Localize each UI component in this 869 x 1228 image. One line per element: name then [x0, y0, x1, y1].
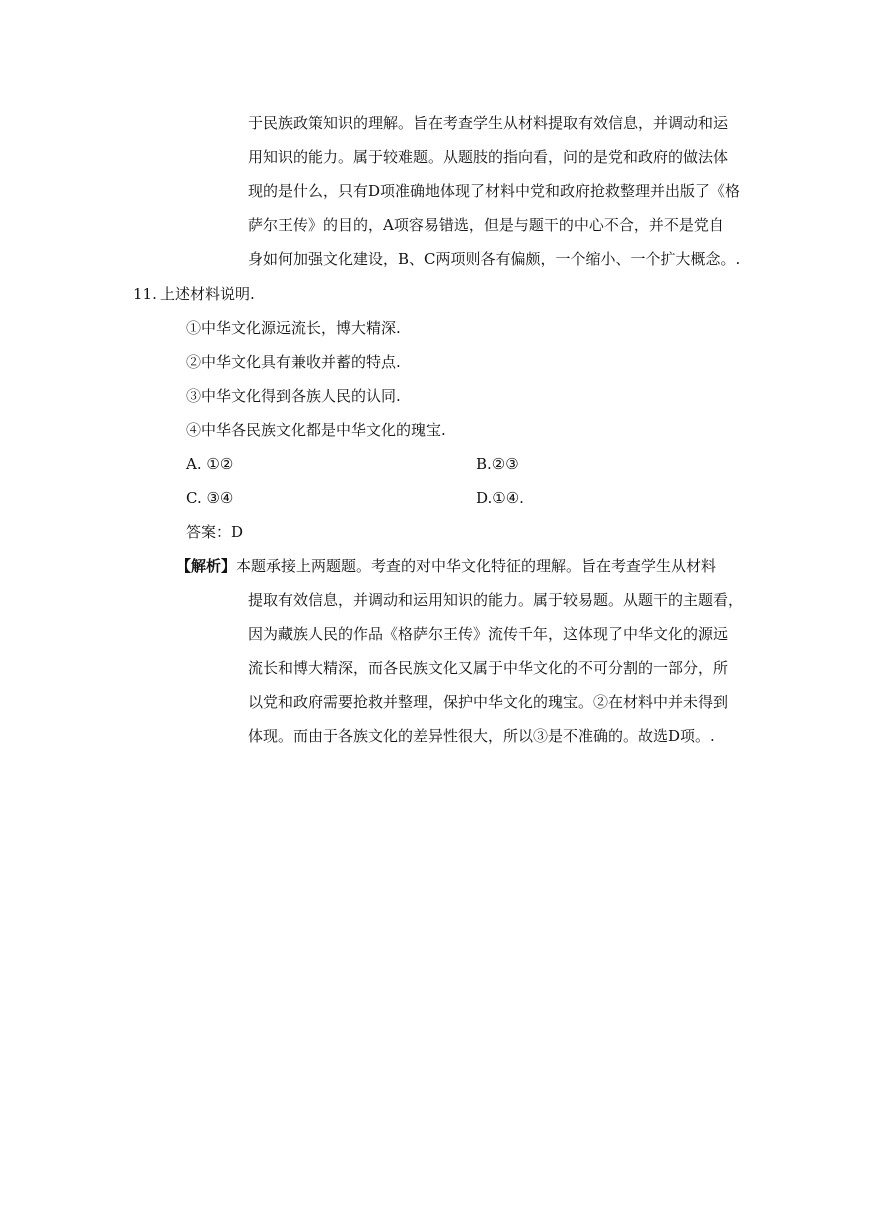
analysis-line-5: 以党和政府需要抢救并整理，保护中华文化的瑰宝。②在材料中并未得到 — [248, 693, 729, 711]
analysis-line-2: 提取有效信息，并调动和运用知识的能力。属于较易题。从题干的主题看， — [248, 591, 744, 609]
analysis-line-6: 体现。而由于各族文化的差异性很大，所以③是不准确的。故选D项。. — [248, 727, 715, 745]
statement-4: ④中华各民族文化都是中华文化的瑰宝. — [186, 421, 446, 439]
analysis-first-text: 本题承接上两题题。考查的对中华文化特征的理解。旨在考查学生从材料 — [236, 557, 717, 575]
option-c: C. ③④ — [186, 489, 234, 507]
option-a: A. ①② — [186, 455, 234, 473]
statement-2: ②中华文化具有兼收并蓄的特点. — [186, 353, 401, 371]
option-b: B.②③ — [476, 455, 519, 473]
prev-analysis-line-5: 身如何加强文化建设，B、C两项则各有偏颇，一个缩小、一个扩大概念。. — [248, 250, 741, 268]
analysis-line-3: 因为藏族人民的作品《格萨尔王传》流传千年，这体现了中华文化的源远 — [248, 625, 729, 643]
prev-analysis-line-3: 现的是什么，只有D项准确地体现了材料中党和政府抢救整理并出版了《格 — [248, 182, 741, 200]
analysis-label: 【解析】 — [176, 557, 237, 575]
question-stem: 上述材料说明. — [160, 285, 255, 303]
question-number: 11. — [133, 285, 157, 303]
answer-line: 答案：D — [186, 523, 244, 541]
option-d: D.①④. — [476, 489, 524, 507]
analysis-line-4: 流长和博大精深，而各民族文化又属于中华文化的不可分割的一部分，所 — [248, 659, 729, 677]
statement-3: ③中华文化得到各族人民的认同. — [186, 387, 401, 405]
analysis-first-line — [176, 556, 716, 576]
prev-analysis-line-2: 用知识的能力。属于较难题。从题肢的指向看，问的是党和政府的做法体 — [248, 148, 729, 166]
prev-analysis-line-4: 萨尔王传》的目的，A项容易错选，但是与题干的中心不合，并不是党自 — [248, 216, 724, 234]
statement-1: ①中华文化源远流长，博大精深. — [186, 319, 401, 337]
prev-analysis-line-1: 于民族政策知识的理解。旨在考查学生从材料提取有效信息，并调动和运 — [248, 114, 729, 132]
